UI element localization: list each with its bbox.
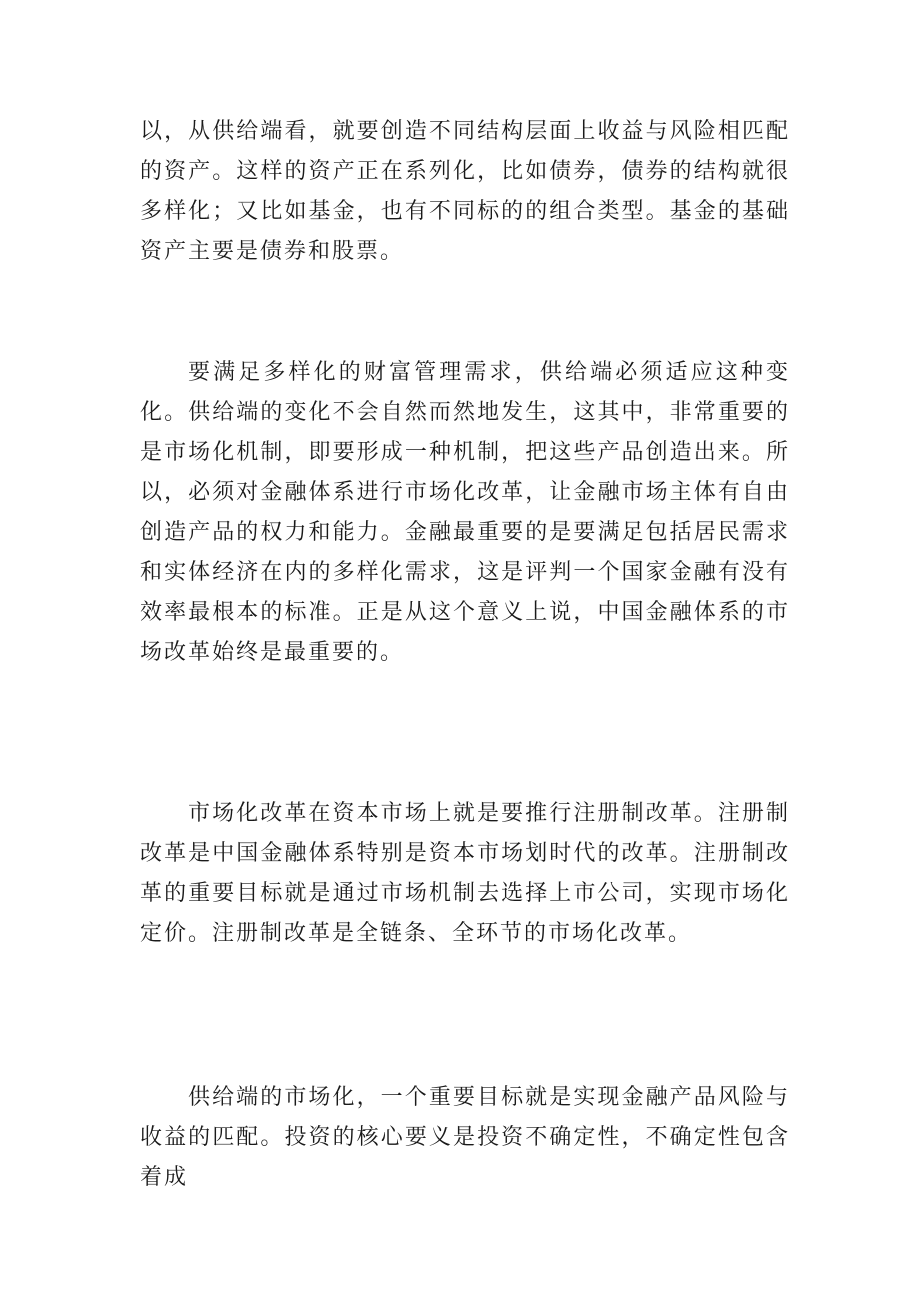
paragraph-1: 以，从供给端看，就要创造不同结构层面上收益与风险相匹配的资产。这样的资产正在系列化，比如债券，债券的结构就很多样化；又比如基金，也有不同标的的组合类型。基金的基础资产主要是债券和股票。 <box>140 119 790 264</box>
paragraph-3: 市场化改革在资本市场上就是要推行注册制改革。注册制改革是中国金融体系特别是资本市场划时代的改革。注册制改革的重要目标就是通过市场机制去选择上市公司，实现市场化定价。注册制改革是全链条、全环节的市场化改革。 <box>140 801 790 946</box>
paragraph-2: 要满足多样化的财富管理需求，供给端必须适应这种变化。供给端的变化不会自然而然地发生，这其中，非常重要的是市场化机制，即要形成一种机制，把这些产品创造出来。所以，必须对金融体系进行市场化改革，让金融市场主体有自由创造产品的权力和能力。金融最重要的是要满足包括居民需求和实体经济在内的多样化需求，这是评判一个国家金融有没有效率最根本的标准。正是从这个意义上说，中国金融体系的市场改革始终是最重要的。 <box>140 360 790 665</box>
paragraph-4: 供给端的市场化，一个重要目标就是实现金融产品风险与收益的匹配。投资的核心要义是投资不确定性，不确定性包含着成 <box>140 1085 790 1190</box>
